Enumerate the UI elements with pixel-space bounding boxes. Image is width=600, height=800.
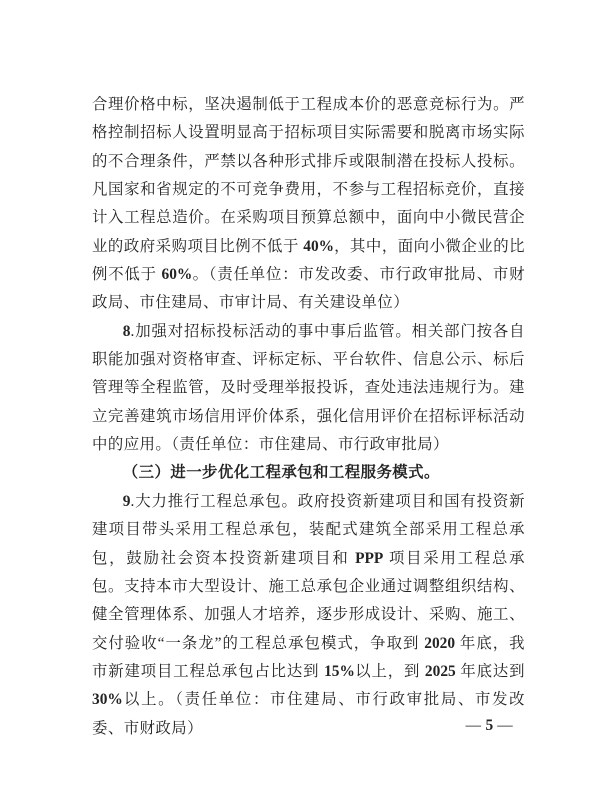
- document-body: [92, 91, 525, 743]
- latin-text: 2025: [424, 662, 456, 680]
- latin-text: 8: [122, 322, 131, 340]
- latin-text: 60%: [161, 266, 193, 284]
- latin-text: 2020: [424, 634, 456, 652]
- page-number: — 5 —: [465, 717, 513, 734]
- latin-text: 9: [122, 492, 131, 510]
- paragraph-item-8-supervision: 8.加强对招标投标活动的事中事后监管。相关部门按各自职能加强对资格审查、评标定标、平台软件、信息公示、标后管理等全程监管，及时受理举报投诉，查处违法违规行为。建立完善建筑市场信用评价体系，强化信用评价在招标评标活动中的应用。（责任单位：市住建局、市行政审批局）: [92, 322, 525, 454]
- latin-text: 30%: [92, 691, 123, 709]
- latin-text: 40%: [303, 237, 335, 255]
- latin-text: PPP: [355, 549, 384, 567]
- section-heading-3: （三）进一步优化工程承包和工程服务模式。: [122, 464, 440, 482]
- paragraph-item-9-general-contracting: 9.大力推行工程总承包。政府投资新建项目和国有投资新建项目带头采用工程总承包，装配式建筑全部采用工程总承包，鼓励社会资本投资新建项目和 PPP 项目采用工程总承包。支持本市大型设计、施工总承包企业通过调整组织结构、健全管理体系、加强人才培养，逐步形成设计、采购、施工、交付验收“一条龙”的工程总承包模式，争取到 2020 年底，我市新建项目工程总承包占比达到 15%以上，到 2025 年底达到 30%以上。（责任单位：市住建局、市行政审批局、市发改委、市财政局）: [92, 492, 525, 737]
- latin-text: 5: [485, 717, 494, 734]
- latin-text: 15%: [324, 662, 355, 680]
- paragraph-bidding-regulation: 合理价格中标，坚决遏制低于工程成本价的恶意竞标行为。严格控制招标人设置明显高于招标项目实际需要和脱离市场实际的不合理条件，严禁以各种形式排斥或限制潜在投标人投标。凡国家和省规定的不可竞争费用，不参与工程招标竞价，直接计入工程总造价。在采购项目预算总额中，面向中小微民营企业的政府采购项目比例不低于 40%，其中，面向小微企业的比例不低于 60%。（责任单位：市发改委、市行政审批局、市财政局、市住建局、市审计局、有关建设单位）: [92, 96, 525, 312]
